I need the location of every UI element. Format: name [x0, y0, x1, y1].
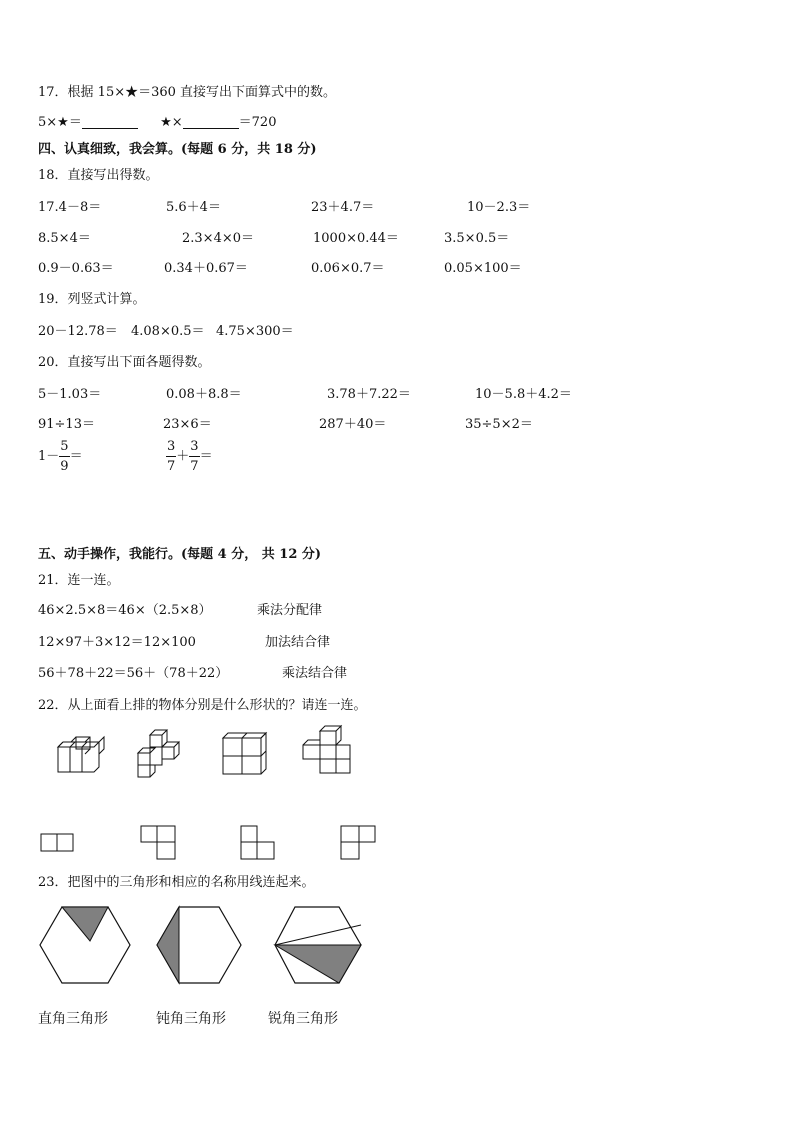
- q20-item: 35÷5×2＝: [465, 417, 533, 432]
- cube-stack-figure-2: [136, 727, 188, 779]
- q23-prompt: 23．把图中的三角形和相应的名称用线连起来。: [38, 875, 315, 890]
- q17-left-expr: 5×★＝: [38, 115, 82, 130]
- hexagon-triangle-figure-3: [273, 905, 363, 985]
- hexagon-triangle-figure-1: [38, 905, 132, 985]
- fraction: $\frac{3}{7}$: [190, 439, 199, 474]
- q22-prompt: 22．从上面看上排的物体分别是什么形状的？请连一连。: [38, 698, 367, 713]
- q18-item: 0.34＋0.67＝: [164, 261, 248, 276]
- q18-item: 3.5×0.5＝: [444, 231, 510, 246]
- q23-name: 直角三角形: [38, 1011, 108, 1027]
- q19-item: 4.08×0.5＝: [131, 324, 205, 339]
- top-view-shape-3: [240, 825, 276, 861]
- q23-name: 锐角三角形: [268, 1011, 338, 1027]
- q19-prompt: 19．列竖式计算。: [38, 292, 146, 307]
- section4-heading: 四、认真细致，我会算。(每题 6 分，共 18 分): [38, 142, 317, 157]
- q18-item: 0.05×100＝: [444, 261, 522, 276]
- q20-item: 23×6＝: [163, 417, 212, 432]
- q21-law: 乘法结合律: [282, 666, 348, 681]
- q17-right-prefix: ★×: [160, 115, 183, 130]
- q20-item: 0.08＋8.8＝: [166, 387, 242, 402]
- q21-law: 加法结合律: [265, 635, 331, 650]
- q21-expr: 12×97＋3×12＝12×100: [38, 635, 196, 650]
- q18-item: 0.06×0.7＝: [311, 261, 385, 276]
- q17-right-suffix: ＝720: [238, 115, 277, 130]
- q19-item: 20－12.78＝: [38, 324, 118, 339]
- q18-item: 1000×0.44＝: [313, 231, 399, 246]
- q18-item: 0.9－0.63＝: [38, 261, 114, 276]
- q18-item: 5.6＋4＝: [166, 200, 221, 215]
- q20-item: 5－1.03＝: [38, 387, 102, 402]
- cube-stack-figure-4: [300, 723, 354, 777]
- q17-answer-line: [38, 116, 276, 129]
- q18-item: 2.3×4×0＝: [182, 231, 255, 246]
- q17-blank-1[interactable]: [82, 117, 138, 129]
- q20-fraction-item-1: 1－ $\frac{5}{9}$ ＝: [38, 439, 83, 474]
- q21-law: 乘法分配律: [257, 603, 323, 618]
- hexagon-triangle-figure-2: [155, 905, 243, 985]
- top-view-shape-4: [340, 825, 378, 861]
- q18-item: 23＋4.7＝: [311, 200, 375, 215]
- q18-item: 17.4－8＝: [38, 200, 102, 215]
- fraction: $\frac{5}{9}$: [60, 439, 69, 474]
- top-view-shape-1: [40, 832, 76, 854]
- fraction: $\frac{3}{7}$: [167, 439, 176, 474]
- q18-item: 10－2.3＝: [467, 200, 531, 215]
- cube-stack-figure-1: [56, 735, 106, 775]
- q21-expr: 56＋78＋22＝56＋（78＋22）: [38, 666, 229, 681]
- q20-item: 91÷13＝: [38, 417, 95, 432]
- q19-item: 4.75×300＝: [216, 324, 294, 339]
- q20-fraction-item-2: $\frac{3}{7}$ ＋ $\frac{3}{7}$ ＝: [167, 439, 213, 474]
- q23-name: 钝角三角形: [156, 1011, 226, 1027]
- q21-prompt: 21．连一连。: [38, 573, 120, 588]
- q18-item: 8.5×4＝: [38, 231, 91, 246]
- q20-item: 3.78＋7.22＝: [327, 387, 411, 402]
- top-view-shape-2: [140, 825, 178, 861]
- q20-prompt: 20．直接写出下面各题得数。: [38, 355, 211, 370]
- q21-expr: 46×2.5×8＝46×（2.5×8）: [38, 603, 212, 618]
- q17-blank-2[interactable]: [183, 117, 239, 129]
- section5-heading: 五、动手操作，我能行。(每题 4 分， 共 12 分): [38, 547, 322, 562]
- q17-prompt: 17．根据 15×★＝360 直接写出下面算式中的数。: [38, 85, 337, 100]
- q20-item: 287＋40＝: [319, 417, 387, 432]
- q18-prompt: 18．直接写出得数。: [38, 168, 159, 183]
- q20-item: 10－5.8＋4.2＝: [475, 387, 572, 402]
- cube-stack-figure-3: [220, 730, 270, 776]
